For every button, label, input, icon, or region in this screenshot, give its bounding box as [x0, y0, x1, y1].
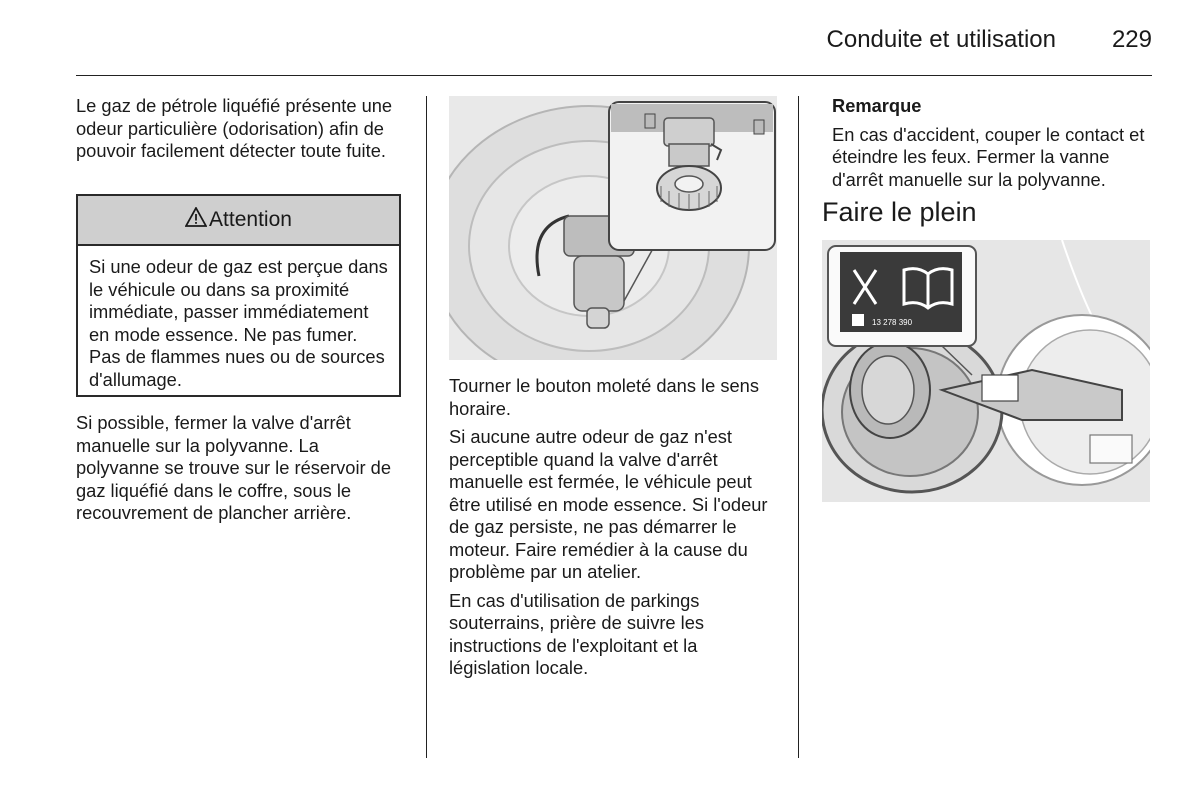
- column-1-lower: [76, 412, 406, 531]
- valve-paragraph: Si possible, fermer la valve d'arrêt manuelle sur la polyvanne. La polyvanne se trouve sur le réservoir de gaz liquéfié dans le coffre, sous le recouvrement de plancher arrière.: [76, 412, 392, 523]
- page-number: 229: [1111, 26, 1152, 53]
- warning-body: Si une odeur de gaz est perçue dans le véhicule ou dans sa proximité immédiate, passer immédiatement en mode essence. Ne pas fumer. Pas de flammes nues ou de sources d'allumage.: [89, 256, 388, 390]
- lpg-valve-knurled-knob-illustration: [449, 96, 777, 360]
- fuel-filler-flap-illustration: [822, 240, 1150, 502]
- warning-title: Attention: [209, 208, 292, 231]
- remark-text: En cas d'accident, couper le contact et éteindre les feux. Fermer la vanne d'arrêt manuelle sur la polyvanne.: [832, 123, 1145, 190]
- parking-paragraph: En cas d'utilisation de parkings souterrains, prière de suivre les instructions de l'exploitant et la législation locale.: [449, 589, 705, 678]
- label-code: 13 278 390: [872, 318, 913, 327]
- warning-header: [78, 196, 399, 246]
- warning-triangle-icon: [185, 207, 207, 233]
- column-3: [832, 95, 1152, 197]
- column-divider-2: [798, 96, 799, 758]
- header-rule: [76, 75, 1152, 76]
- petrol-mode-paragraph: Si aucune autre odeur de gaz n'est perceptible quand la valve d'arrêt manuelle est fermée, le véhicule peut être utilisé en mode essence. Si l'odeur de gaz persiste, ne pas démarrer le moteur. Faire remédier à la cause du problème par un atelier.: [449, 426, 768, 582]
- remark-title: Remarque: [832, 95, 922, 116]
- header-title: Conduite et utilisation: [826, 26, 1056, 53]
- column-2: [449, 375, 779, 686]
- section-title: Faire le plein: [822, 197, 977, 227]
- column-1: [76, 95, 406, 169]
- column-divider-1: [426, 96, 427, 758]
- turn-knob-paragraph: Tourner le bouton moleté dans le sens horaire.: [449, 375, 759, 419]
- intro-paragraph: Le gaz de pétrole liquéfié présente une odeur particulière (odorisation) afin de pouvoir facilement détecter toute fuite.: [76, 95, 393, 161]
- warning-box: [76, 194, 401, 397]
